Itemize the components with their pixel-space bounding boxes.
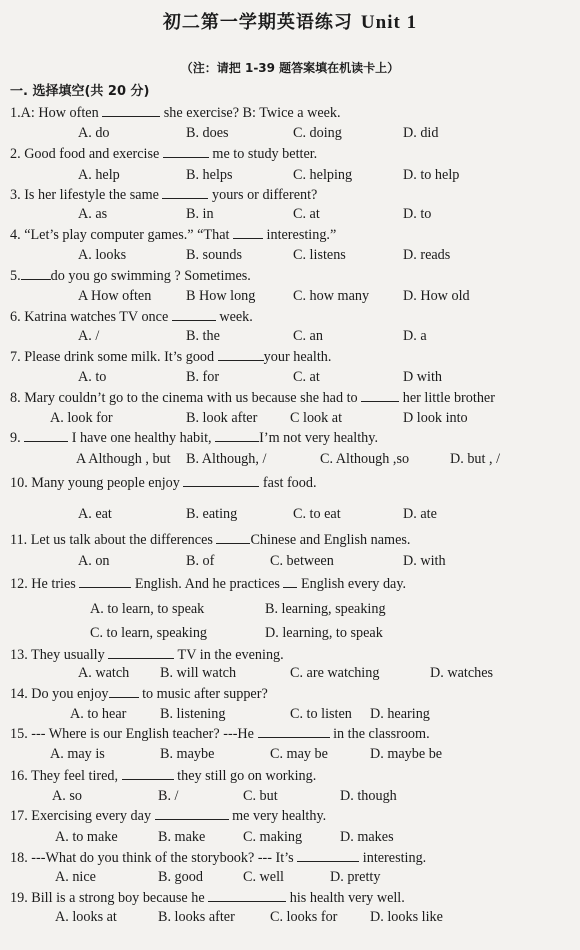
question-stem	[10, 806, 580, 825]
answer-option[interactable]: A. may is	[50, 746, 105, 762]
answer-option[interactable]: C. an	[293, 328, 323, 344]
answer-option[interactable]: A. /	[78, 328, 100, 344]
question-stem	[10, 347, 580, 366]
options-row	[0, 450, 580, 468]
options-row	[0, 664, 580, 682]
answer-option[interactable]: B. learning, speaking	[265, 601, 386, 617]
answer-option[interactable]: D. maybe be	[370, 746, 443, 762]
answer-option[interactable]: C. at	[293, 369, 320, 385]
question-stem	[10, 574, 580, 593]
options-row	[0, 868, 580, 886]
answer-option[interactable]: A. eat	[78, 506, 112, 522]
answer-option[interactable]: C. but	[243, 788, 278, 804]
question-stem	[10, 307, 580, 326]
answer-option[interactable]: A. nice	[55, 869, 96, 885]
question-text: 4. “Let’s play computer games.” “That	[10, 227, 233, 243]
question-stem	[10, 103, 580, 122]
answer-option[interactable]: C. may be	[270, 746, 328, 762]
question-stem	[10, 766, 580, 785]
question-text: interesting.”	[262, 227, 337, 243]
answer-blank	[233, 225, 263, 239]
options-row	[0, 409, 580, 427]
answer-option[interactable]: A. watch	[78, 665, 130, 681]
answer-option[interactable]: D. did	[403, 125, 439, 141]
answer-option[interactable]: C. between	[270, 553, 334, 569]
answer-option[interactable]: B. for	[186, 369, 220, 385]
question-text: 12. He tries	[10, 576, 80, 592]
answer-blank	[162, 185, 208, 199]
answer-option[interactable]: B. make	[158, 829, 206, 845]
answer-option[interactable]: D. watches	[430, 665, 494, 681]
answer-option[interactable]: B. of	[186, 553, 215, 569]
answer-option[interactable]: B. looks after	[158, 909, 235, 925]
answer-option[interactable]: B. does	[186, 125, 229, 141]
options-row	[0, 908, 580, 926]
answer-blank	[218, 347, 264, 361]
question-text: I have one healthy habit,	[68, 430, 216, 446]
answer-option[interactable]: C. at	[293, 206, 320, 222]
answer-option[interactable]: D look into	[403, 410, 468, 426]
answer-option[interactable]: D. looks like	[370, 909, 443, 925]
question-text: English. And he practices	[131, 576, 284, 592]
question-text: 2. Good food and exercise	[10, 146, 163, 162]
question-stem	[10, 473, 580, 492]
unit-label: Unit 1	[360, 12, 418, 33]
options-row	[0, 505, 580, 523]
answer-option[interactable]: A. to	[78, 369, 107, 385]
answer-option[interactable]: C. well	[243, 869, 284, 885]
answer-option[interactable]: B. good	[158, 869, 203, 885]
answer-blank	[361, 388, 399, 402]
options-row	[0, 600, 580, 618]
answer-option[interactable]: C look at	[290, 410, 343, 426]
question-text: I’m not very healthy.	[259, 430, 378, 446]
answer-blank	[163, 144, 209, 158]
question-text: 18. ---What do you think of the storybook? --- It’s	[10, 850, 298, 866]
answer-option[interactable]: B. eating	[186, 506, 238, 522]
question-text: in the classroom.	[329, 726, 430, 742]
answer-option[interactable]: C. listens	[293, 247, 346, 263]
answer-option[interactable]: B How long	[186, 288, 256, 304]
question-text: 15. --- Where is our English teacher? ---He	[10, 726, 258, 742]
question-text: to music after supper?	[138, 686, 268, 702]
answer-option[interactable]: B. listening	[160, 706, 226, 722]
answer-blank	[122, 766, 174, 780]
question-text: fast food.	[259, 475, 317, 491]
answer-blank	[215, 428, 259, 442]
answer-option[interactable]: B. look after	[186, 410, 258, 426]
question-stem	[10, 428, 580, 447]
question-text: me very healthy.	[228, 808, 327, 824]
answer-option[interactable]: D. though	[340, 788, 397, 804]
title-text: 初二第一学期英语练习	[162, 12, 353, 33]
answer-blank	[155, 806, 229, 820]
answer-option[interactable]: B. /	[158, 788, 179, 804]
answer-option[interactable]: B. sounds	[186, 247, 242, 263]
options-row	[0, 246, 580, 264]
question-text: 5.	[10, 268, 21, 284]
question-text: 11. Let us talk about the differences	[10, 532, 217, 548]
options-row	[0, 787, 580, 805]
answer-blank	[208, 888, 286, 902]
answer-option[interactable]: B. helps	[186, 167, 233, 183]
options-row	[0, 327, 580, 345]
answer-option[interactable]: A. to learn, to speak	[90, 601, 205, 617]
question-text: 8. Mary couldn’t go to the cinema with us because she had to	[10, 390, 362, 406]
answer-blank	[172, 307, 216, 321]
answer-option[interactable]: C. making	[243, 829, 303, 845]
question-stem	[10, 185, 580, 204]
answer-blank	[102, 103, 160, 117]
question-text: English every day.	[297, 576, 407, 592]
options-row	[0, 552, 580, 570]
options-row	[0, 705, 580, 723]
question-stem	[10, 684, 580, 703]
answer-option[interactable]: A. as	[78, 206, 108, 222]
section-heading: 一. 选择填空(共 20 分)	[10, 84, 150, 99]
answer-option[interactable]: A. looks at	[55, 909, 117, 925]
answer-option[interactable]: C. doing	[293, 125, 342, 141]
options-row	[0, 624, 580, 642]
options-row	[0, 287, 580, 305]
question-text: 3. Is her lifestyle the same	[10, 187, 163, 203]
question-text: your health.	[263, 349, 332, 365]
answer-blank	[216, 530, 250, 544]
answer-option[interactable]: C. are watching	[290, 665, 380, 681]
answer-option[interactable]: D. hearing	[370, 706, 430, 722]
options-row	[0, 828, 580, 846]
answer-blank	[24, 428, 68, 442]
question-text: 6. Katrina watches TV once	[10, 309, 172, 325]
page-title	[0, 8, 580, 34]
question-text: interesting.	[359, 850, 427, 866]
question-text: 13. They usually	[10, 647, 109, 663]
answer-blank	[21, 266, 51, 280]
answer-option[interactable]: C. to eat	[293, 506, 341, 522]
question-text: 17. Exercising every day	[10, 808, 155, 824]
question-stem	[10, 388, 580, 407]
answer-option[interactable]: B. will watch	[160, 665, 237, 681]
answer-blank	[108, 645, 174, 659]
question-text: TV in the evening.	[174, 647, 284, 663]
answer-option[interactable]: D. ate	[403, 506, 437, 522]
answer-option[interactable]: D. How old	[403, 288, 470, 304]
answer-option[interactable]: C. looks for	[270, 909, 338, 925]
answer-blank	[283, 574, 297, 588]
answer-option[interactable]: A. look for	[50, 410, 113, 426]
answer-option[interactable]: D. makes	[340, 829, 394, 845]
answer-option[interactable]: D. with	[403, 553, 446, 569]
answer-option[interactable]: A Although , but	[76, 451, 171, 467]
answer-option[interactable]: A. on	[78, 553, 110, 569]
answer-option[interactable]: B. the	[186, 328, 220, 344]
question-text: 14. Do you enjoy	[10, 686, 109, 702]
options-row	[0, 368, 580, 386]
answer-option[interactable]: B. Although, /	[186, 451, 267, 467]
answer-option[interactable]: D. pretty	[330, 869, 381, 885]
question-text: Chinese and English names.	[250, 532, 411, 548]
answer-option[interactable]: C. how many	[293, 288, 370, 304]
question-stem	[10, 848, 580, 867]
answer-blank	[79, 574, 131, 588]
answer-option[interactable]: A. help	[78, 167, 120, 183]
question-text: they still go on working.	[173, 768, 317, 784]
question-text: 7. Please drink some milk. It’s good	[10, 349, 218, 365]
answer-option[interactable]: B. maybe	[160, 746, 215, 762]
answer-blank	[297, 848, 359, 862]
answer-blank	[109, 684, 139, 698]
answer-option[interactable]: C. to learn, speaking	[90, 625, 208, 641]
answer-option[interactable]: A. so	[52, 788, 82, 804]
answer-option[interactable]: A. do	[78, 125, 110, 141]
question-text: she exercise? B: Twice a week.	[160, 105, 341, 121]
answer-option[interactable]: C. Although ,so	[320, 451, 410, 467]
answer-option[interactable]: A How often	[78, 288, 152, 304]
answer-option[interactable]: C. helping	[293, 167, 353, 183]
answer-blank	[183, 473, 259, 487]
question-stem	[10, 225, 580, 244]
question-stem	[10, 530, 580, 549]
answer-option[interactable]: D. to	[403, 206, 432, 222]
answer-option[interactable]: D. but , /	[450, 451, 501, 467]
question-text: 9.	[10, 430, 25, 446]
options-row	[0, 124, 580, 142]
question-stem	[10, 888, 580, 907]
answer-blank	[258, 724, 330, 738]
question-text: her little brother	[399, 390, 495, 406]
question-text: yours or different?	[208, 187, 318, 203]
question-stem	[10, 724, 580, 743]
question-text: week.	[215, 309, 253, 325]
answer-option[interactable]: D. a	[403, 328, 427, 344]
answer-option[interactable]: A. to hear	[70, 706, 127, 722]
options-row	[0, 166, 580, 184]
answer-option[interactable]: A. looks	[78, 247, 127, 263]
answer-option[interactable]: D. learning, to speak	[265, 625, 383, 641]
answer-option[interactable]: D. reads	[403, 247, 451, 263]
question-text: his health very well.	[286, 890, 405, 906]
question-text: 16. They feel tired,	[10, 768, 122, 784]
question-text: 1.A: How often	[10, 105, 103, 121]
question-text: do you go swimming ? Sometimes.	[50, 268, 251, 284]
question-text: 19. Bill is a strong boy because he	[10, 890, 209, 906]
answer-option[interactable]: D with	[403, 369, 443, 385]
question-stem	[10, 144, 580, 163]
answer-option[interactable]: B. in	[186, 206, 214, 222]
question-stem	[10, 645, 580, 664]
question-stem	[10, 266, 580, 285]
answer-option[interactable]: C. to listen	[290, 706, 352, 722]
answer-option[interactable]: A. to make	[55, 829, 118, 845]
options-row	[0, 205, 580, 223]
instruction-note: （注：请把 1-39 题答案填在机读卡上）	[180, 61, 400, 75]
answer-option[interactable]: D. to help	[403, 167, 460, 183]
options-row	[0, 745, 580, 763]
question-text: 10. Many young people enjoy	[10, 475, 184, 491]
question-text: me to study better.	[208, 146, 318, 162]
